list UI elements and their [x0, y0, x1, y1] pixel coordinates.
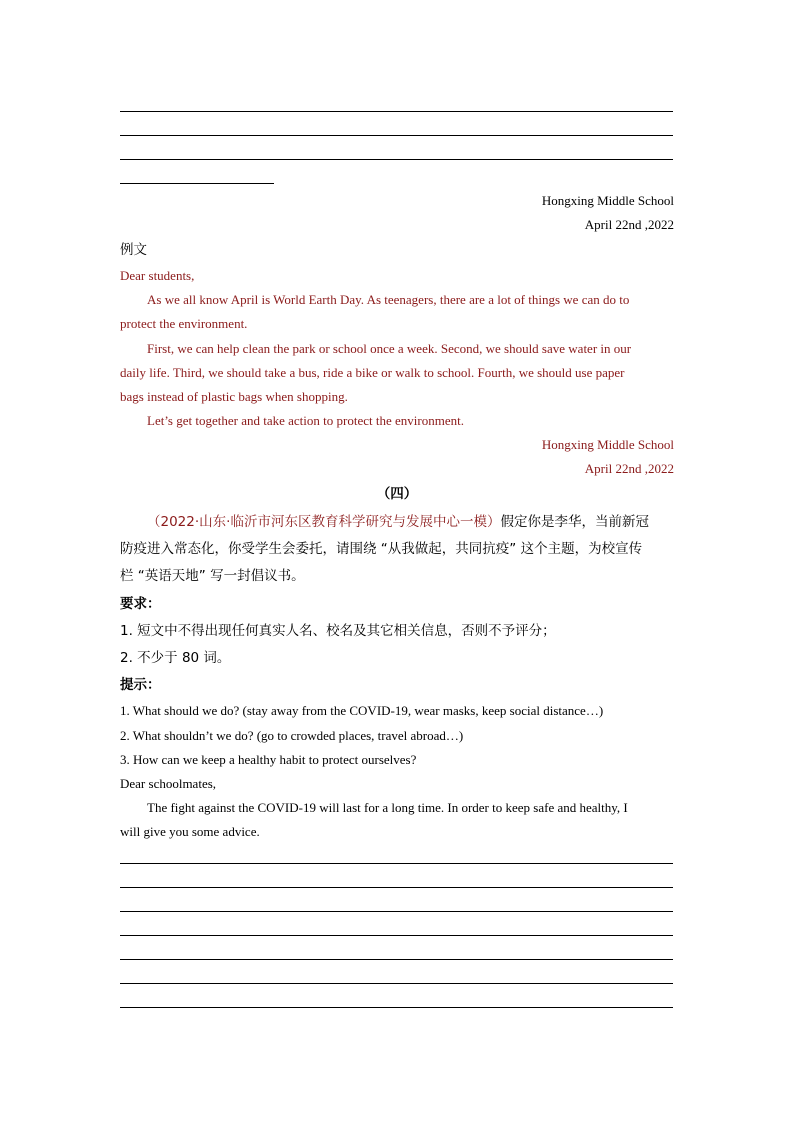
answer-line [120, 959, 673, 960]
requirements-title: 要求： [120, 596, 161, 612]
letter-salutation: Dear schoolmates, [120, 776, 217, 791]
answer-line [120, 111, 673, 112]
prompt-source: （2022·山东·临沂市河东区教育科学研究与发展中心一模） [147, 514, 501, 530]
sample-paragraph-3: Let’s get together and take action to protect the environment. [147, 413, 464, 428]
sample-signature-date: April 22nd ,2022 [584, 461, 674, 476]
hints-title: 提示： [120, 677, 161, 693]
answer-line [120, 935, 673, 936]
sample-paragraph-1-line-1: As we all know April is World Earth Day. As teenagers, there are a lot of things we can do to [147, 292, 630, 307]
answer-line [120, 1007, 673, 1008]
sample-paragraph-1-line-2: protect the environment. [120, 316, 248, 331]
hint-1: 1. What should we do? (stay away from the COVID-19, wear masks, keep social distance…) [120, 703, 604, 718]
sample-heading: 例文 [120, 242, 147, 258]
sample-signature-school: Hongxing Middle School [541, 437, 674, 452]
requirement-1: 1. 短文中不得出现任何真实人名、校名及其它相关信息，否则不予评分； [120, 623, 556, 639]
opening-line-2: will give you some advice. [120, 824, 260, 839]
requirement-2: 2. 不少于 80 词。 [120, 650, 231, 666]
sample-salutation: Dear students, [120, 268, 195, 283]
opening-line-1: The fight against the COVID-19 will last for a long time. In order to keep safe and healthy, I [147, 800, 628, 815]
prompt-line-2: 防疫进入常态化，你受学生会委托，请围绕 “从我做起，共同抗疫” 这个主题，为校宣传 [120, 541, 643, 557]
signature-school: Hongxing Middle School [541, 193, 674, 208]
answer-line [120, 983, 673, 984]
sample-paragraph-2-line-3: bags instead of plastic bags when shopping. [120, 389, 348, 404]
answer-line [120, 159, 673, 160]
sample-paragraph-2-line-2: daily life. Third, we should take a bus, ride a bike or walk to school. Fourth, we should use paper [120, 365, 625, 380]
hint-2: 2. What shouldn’t we do? (go to crowded places, travel abroad…) [120, 728, 464, 743]
hint-3: 3. How can we keep a healthy habit to protect ourselves? [120, 752, 417, 767]
prompt-text: 假定你是李华，当前新冠 [500, 514, 649, 530]
prompt-line-3: 栏 “英语天地” 写一封倡议书。 [120, 568, 305, 584]
section-number: （四） [376, 486, 418, 502]
answer-line [120, 135, 673, 136]
prompt-line-1 [147, 514, 649, 530]
sample-paragraph-2-line-1: First, we can help clean the park or school once a week. Second, we should save water in our [147, 341, 632, 356]
answer-line [120, 887, 673, 888]
answer-line [120, 911, 673, 912]
signature-date: April 22nd ,2022 [584, 217, 674, 232]
answer-line-short [120, 183, 274, 184]
answer-line [120, 863, 673, 864]
